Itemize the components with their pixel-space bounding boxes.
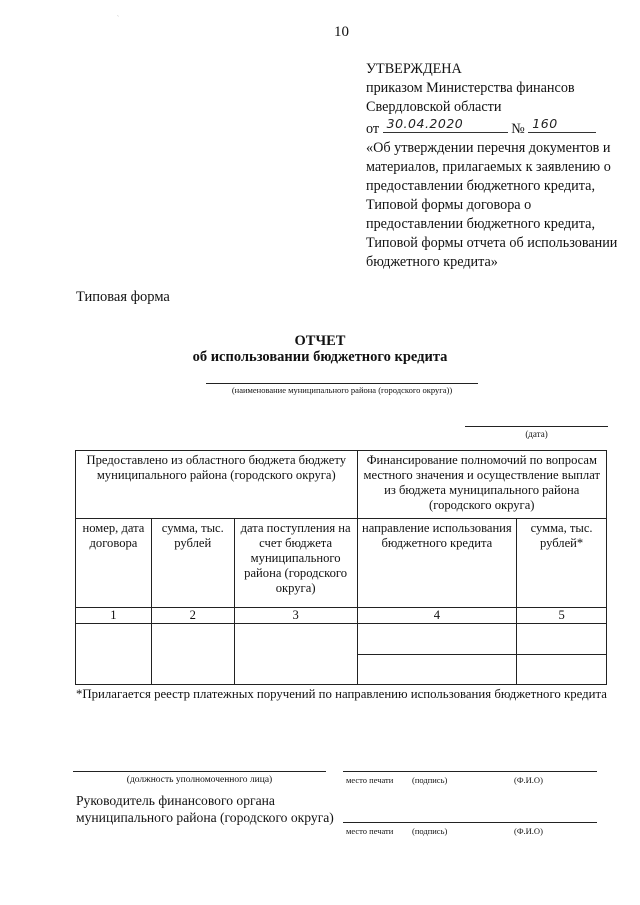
date-prefix: от [366,121,380,137]
number-handwritten: 160 [532,116,558,131]
column-header-row [76,519,607,608]
report-subtitle: об использовании бюджетного кредита [192,349,448,365]
table-cell [357,655,517,685]
stamp-place-2: место печати [346,826,394,836]
date-handwritten: 30.04.2020 [386,116,464,131]
position-caption: (должность уполномоченного лица) [126,775,273,785]
group-header-provided: Предоставлено из областного бюджета бюджету муниципального района (городского округа) [76,451,358,519]
col-header-receipt-date: дата поступления на счет бюджета муниципального района (городского округа) [234,519,357,608]
approval-subject: «Об утверждении перечня документов и материалов, прилагаемых к заявлению о предоставлении бюджетного кредита, Типовой формы договора о предоставлении бюджетного кредита, Типовой формы отчета об использовании бюджетного кредита» [366,140,618,270]
col-header-amount: сумма, тыс. рублей [151,519,234,608]
position-line [73,771,326,772]
col-number-3: 3 [234,608,357,624]
table-cell [234,624,357,685]
name-caption-2: (Ф.И.О) [514,826,543,836]
approval-block [366,60,628,272]
head-title-line-1: Руководитель финансового органа [76,793,275,808]
signature-line-2 [343,822,597,823]
table-cell [517,624,607,655]
scan-mark: ` [117,16,119,22]
approval-line-2: Свердловской области [366,99,502,115]
col-header-amount-used: сумма, тыс. рублей* [517,519,607,608]
number-prefix: № [511,121,525,137]
stamp-place-1: место печати [346,775,394,785]
head-signer [76,792,334,826]
table-cell [357,624,517,655]
footnote: *Прилагается реестр платежных поручений по направлению использования бюджетного кредита [76,687,607,701]
municipality-line [206,383,478,384]
column-number-row [76,608,607,624]
form-type-label: Типовая форма [76,289,170,305]
group-header-row [76,451,607,519]
head-title-line-2: муниципального района (городского округа) [76,810,334,825]
table-row [76,624,607,655]
page-number: 10 [334,24,349,40]
report-table [75,450,607,685]
number-field [528,117,596,133]
col-number-4: 4 [357,608,517,624]
table-cell [517,655,607,685]
date-caption: (дата) [525,429,548,439]
col-number-5: 5 [517,608,607,624]
col-number-2: 2 [151,608,234,624]
signature-caption-1: (подпись) [412,775,448,785]
table-cell [151,624,234,685]
date-field [383,117,508,133]
report-title: ОТЧЕТ [294,333,346,349]
approval-title: УТВЕРЖДЕНА [366,61,462,77]
table-cell [76,624,152,685]
name-caption-1: (Ф.И.О) [514,775,543,785]
col-header-contract: номер, дата договора [76,519,152,608]
signature-line-1 [343,771,597,772]
signature-caption-2: (подпись) [412,826,448,836]
date-line [465,426,608,427]
col-number-1: 1 [76,608,152,624]
approval-line-1: приказом Министерства финансов [366,80,575,96]
municipality-caption: (наименование муниципального района (городского округа)) [231,385,453,395]
approval-date-number [366,117,628,139]
group-header-financing: Финансирование полномочий по вопросам местного значения и осуществление выплат из бюджета муниципального района (городского округа) [357,451,606,519]
col-header-direction: направление использования бюджетного кредита [357,519,517,608]
